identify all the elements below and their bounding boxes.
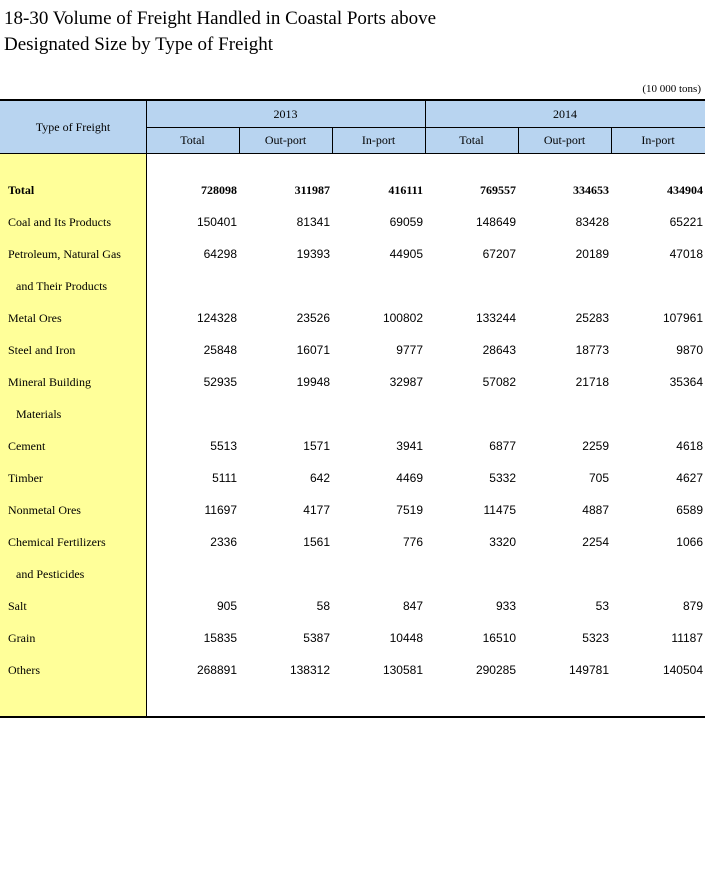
value-cell: 2254 [582,535,609,549]
value-cell: 32987 [389,375,423,389]
value-cell: 11475 [483,503,516,517]
freight-table [0,99,705,718]
freight-type-label: Materials [16,407,62,421]
subheader-outport-2014: Out-port [543,132,586,147]
value-cell: 5513 [210,439,237,453]
value-cell: 776 [402,535,423,549]
value-cell: 879 [682,599,703,613]
value-cell: 847 [402,599,423,613]
value-cell: 133244 [475,311,516,325]
value-cell: 124328 [196,311,237,325]
table-row [0,398,705,430]
table-row [0,430,705,462]
table-row [0,654,705,686]
value-cell: 21718 [575,375,609,389]
value-cell: 19948 [296,375,330,389]
value-cell: 268891 [196,663,237,677]
freight-type-label: Chemical Fertilizers [8,535,106,549]
value-cell: 434904 [667,183,703,197]
freight-type-label: Metal Ores [8,311,62,325]
type-of-freight-header: Type of Freight [35,119,111,134]
value-cell: 769557 [480,183,516,197]
table-row [0,622,705,654]
value-cell: 11697 [204,503,237,517]
value-cell: 4177 [303,503,330,517]
freight-type-label: Steel and Iron [8,343,76,357]
value-cell: 15835 [203,631,237,645]
value-cell: 107961 [662,311,703,325]
value-cell: 58 [316,599,330,613]
value-cell: 4887 [582,503,609,517]
value-cell: 3941 [396,439,423,453]
value-cell: 3320 [489,535,516,549]
freight-type-label: Nonmetal Ores [8,503,81,517]
value-cell: 1571 [303,439,330,453]
value-cell: 9777 [396,343,423,357]
value-cell: 16071 [296,343,330,357]
value-cell: 35364 [669,375,703,389]
subheader-total-2013: Total [180,132,205,147]
value-cell: 10448 [389,631,423,645]
value-cell: 642 [309,471,330,485]
table-row [0,558,705,590]
value-cell: 5387 [303,631,330,645]
value-cell: 334653 [573,183,609,197]
value-cell: 5323 [582,631,609,645]
value-cell: 933 [495,599,516,613]
freight-type-label: Salt [8,599,27,613]
value-cell: 140504 [662,663,703,677]
value-cell: 47018 [669,247,703,261]
value-cell: 64298 [203,247,237,261]
value-cell: 4627 [676,471,703,485]
title-line-1: 18-30 Volume of Freight Handled in Coastal Ports above [4,8,437,29]
value-cell: 5111 [212,471,237,485]
value-cell: 416111 [388,183,423,197]
value-cell: 25848 [203,343,237,357]
table-row [0,590,705,622]
freight-type-label: and Pesticides [16,567,85,581]
value-cell: 905 [216,599,237,613]
table-row [0,238,705,270]
table-row [0,334,705,366]
table-row [0,366,705,398]
value-cell: 130581 [382,663,423,677]
header-bottom-rule [0,153,705,154]
value-cell: 23526 [296,311,330,325]
year-2013-header: 2013 [273,106,298,121]
value-cell: 2336 [210,535,237,549]
value-cell: 6589 [676,503,703,517]
table-row [0,270,705,302]
title-line-2: Designated Size by Type of Freight [4,34,274,55]
page-title [4,6,436,58]
value-cell: 9870 [676,343,703,357]
value-cell: 28643 [482,343,516,357]
value-cell: 705 [588,471,609,485]
freight-type-label: and Their Products [16,279,108,293]
freight-type-label: Coal and Its Products [8,215,111,229]
value-cell: 11187 [671,631,703,645]
value-cell: 148649 [475,215,516,229]
value-cell: 1066 [676,535,703,549]
value-cell: 2259 [582,439,609,453]
freight-type-label: Total [8,183,35,197]
value-cell: 53 [595,599,609,613]
value-cell: 138312 [289,663,330,677]
value-cell: 69059 [389,215,423,229]
value-cell: 25283 [575,311,609,325]
freight-type-label: Grain [8,631,36,645]
value-cell: 20189 [575,247,609,261]
value-cell: 311987 [294,183,330,197]
value-cell: 19393 [296,247,330,261]
value-cell: 100802 [382,311,423,325]
value-cell: 65221 [669,215,703,229]
unit-label: (10 000 tons) [642,83,701,95]
value-cell: 4469 [396,471,423,485]
freight-type-label: Timber [8,471,43,485]
value-cell: 150401 [196,215,237,229]
value-cell: 18773 [575,343,609,357]
table-row [0,462,705,494]
value-cell: 83428 [575,215,609,229]
value-cell: 44905 [389,247,423,261]
value-cell: 7519 [396,503,423,517]
table-row [0,206,705,238]
subheader-outport-2013: Out-port [264,132,307,147]
value-cell: 290285 [475,663,516,677]
value-cell: 81341 [296,215,330,229]
table-bottom-rule [0,716,705,718]
table-row [0,174,705,206]
value-cell: 1561 [303,535,330,549]
subheader-total-2014: Total [459,132,484,147]
value-cell: 728098 [201,183,237,197]
table-row [0,302,705,334]
value-cell: 67207 [482,247,516,261]
value-cell: 4618 [676,439,703,453]
freight-type-label: Others [8,663,40,677]
value-cell: 52935 [203,375,237,389]
subheader-inport-2013: In-port [361,132,396,147]
table-row [0,494,705,526]
table-row [0,526,705,558]
value-cell: 57082 [482,375,516,389]
year-2014-header: 2014 [553,106,577,121]
value-cell: 16510 [482,631,516,645]
subheader-inport-2014: In-port [641,132,675,147]
value-cell: 149781 [568,663,609,677]
value-cell: 5332 [489,471,516,485]
freight-type-label: Cement [8,439,46,453]
value-cell: 6877 [489,439,516,453]
freight-type-label: Petroleum, Natural Gas [8,247,121,261]
freight-type-label: Mineral Building [8,375,91,389]
